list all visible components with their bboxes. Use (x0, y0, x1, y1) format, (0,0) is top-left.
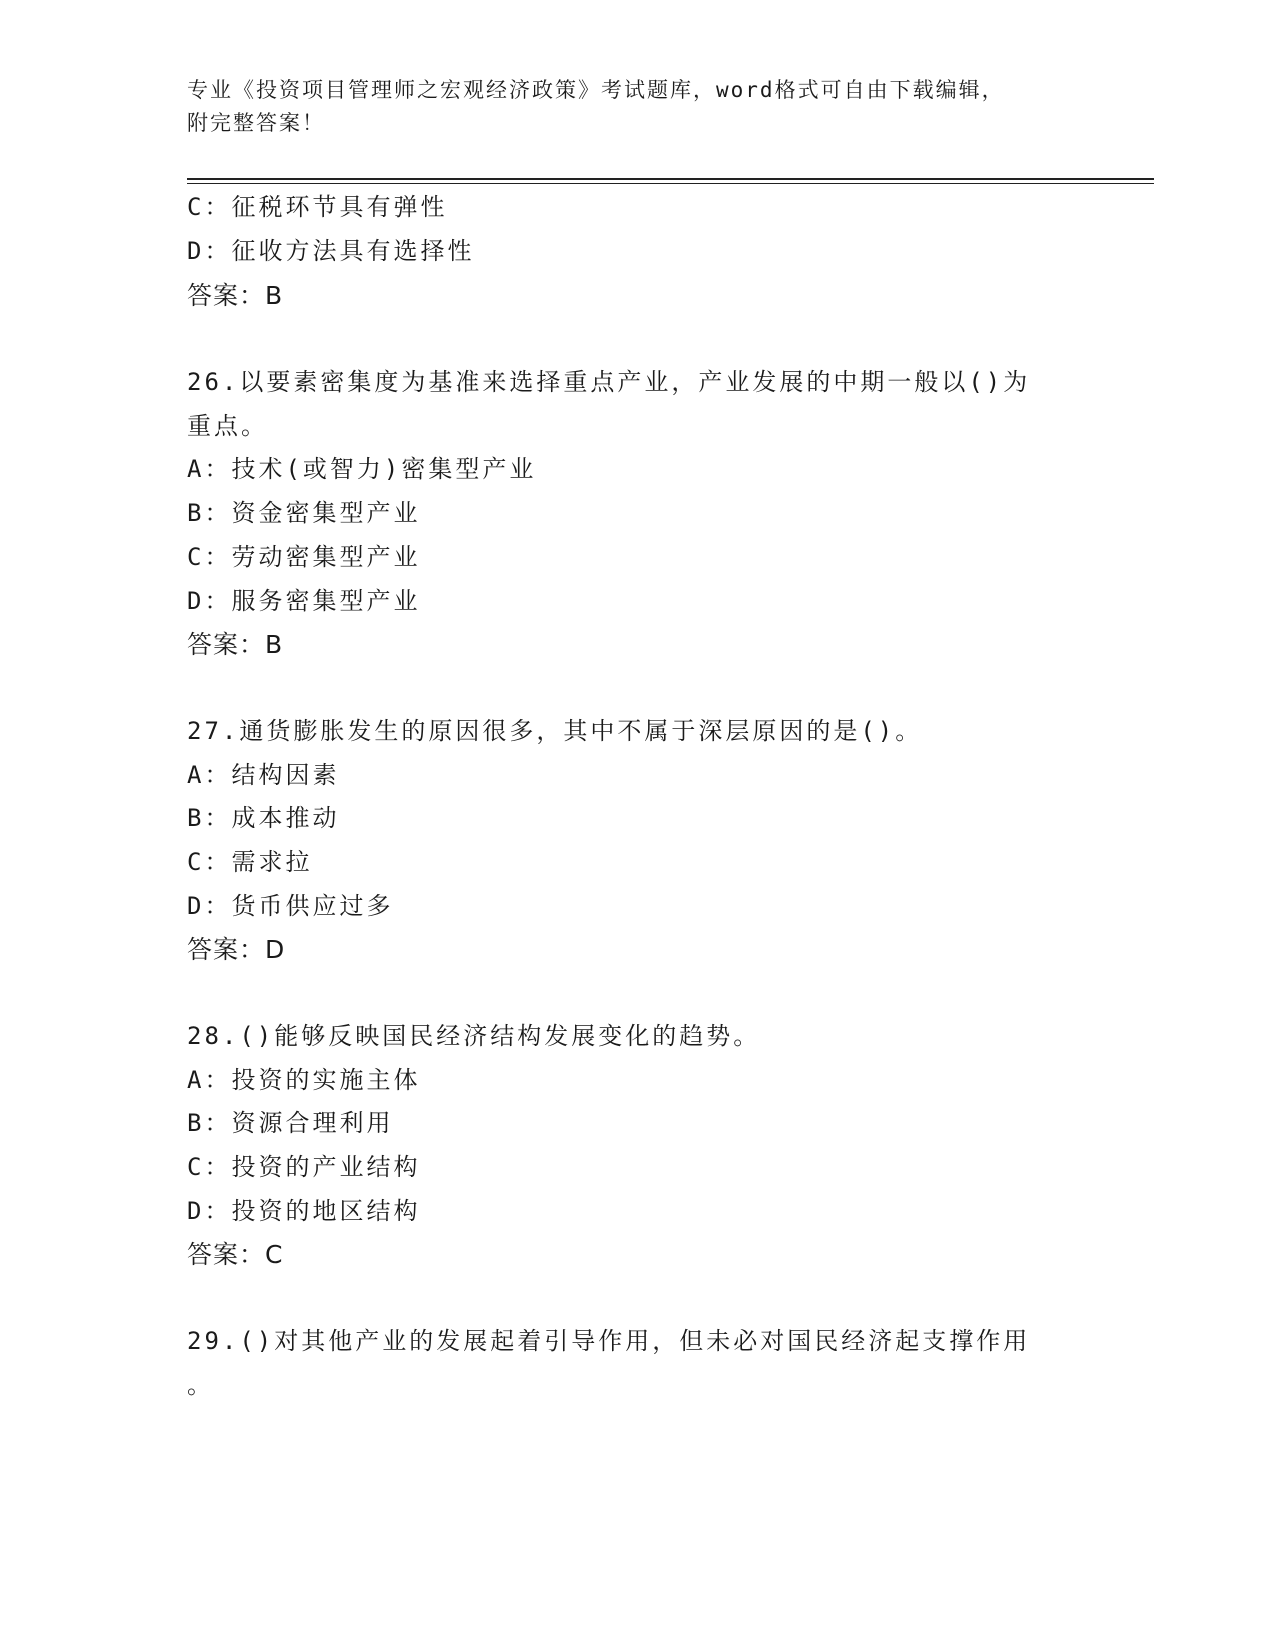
q28-stem: 28.()能够反映国民经济结构发展变化的趋势。 (187, 1022, 761, 1050)
q28-option-a: A：投资的实施主体 (187, 1066, 421, 1094)
header-divider-thin (187, 183, 1154, 184)
header-line-1: 专业《投资项目管理师之宏观经济政策》考试题库，word格式可自由下载编辑， (187, 78, 1005, 102)
q28-answer: 答案：C (187, 1240, 284, 1269)
q27-option-c: C：需求拉 (187, 848, 313, 876)
q27-option-b: B：成本推动 (187, 804, 340, 832)
q28-option-d: D：投资的地区结构 (187, 1197, 421, 1225)
q27-stem: 27.通货膨胀发生的原因很多，其中不属于深层原因的是()。 (187, 717, 923, 745)
q25-answer: 答案：B (187, 281, 284, 310)
q28-option-c: C：投资的产业结构 (187, 1153, 421, 1181)
q27-option-a: A：结构因素 (187, 761, 340, 789)
q26-stem-line-2: 重点。 (187, 412, 268, 440)
q29-stem-line-1: 29.()对其他产业的发展起着引导作用，但未必对国民经济起支撑作用 (187, 1327, 1031, 1355)
q25-option-d: D：征收方法具有选择性 (187, 237, 475, 265)
document-header (187, 74, 1087, 140)
q25-option-c: C：征税环节具有弹性 (187, 193, 448, 221)
q26-option-b: B：资金密集型产业 (187, 499, 421, 527)
q27-answer: 答案：D (187, 935, 286, 964)
q29-stem-line-2: 。 (187, 1371, 214, 1399)
header-line-2: 附完整答案！ (187, 111, 325, 135)
header-divider-thick (187, 178, 1154, 180)
q26-stem-line-1: 26.以要素密集度为基准来选择重点产业，产业发展的中期一般以()为 (187, 368, 1031, 396)
q28-option-b: B：资源合理利用 (187, 1109, 394, 1137)
q26-option-c: C：劳动密集型产业 (187, 543, 421, 571)
q26-option-a: A：技术(或智力)密集型产业 (187, 455, 537, 483)
q26-answer: 答案：B (187, 630, 284, 659)
q26-option-d: D：服务密集型产业 (187, 587, 421, 615)
q27-option-d: D：货币供应过多 (187, 892, 394, 920)
